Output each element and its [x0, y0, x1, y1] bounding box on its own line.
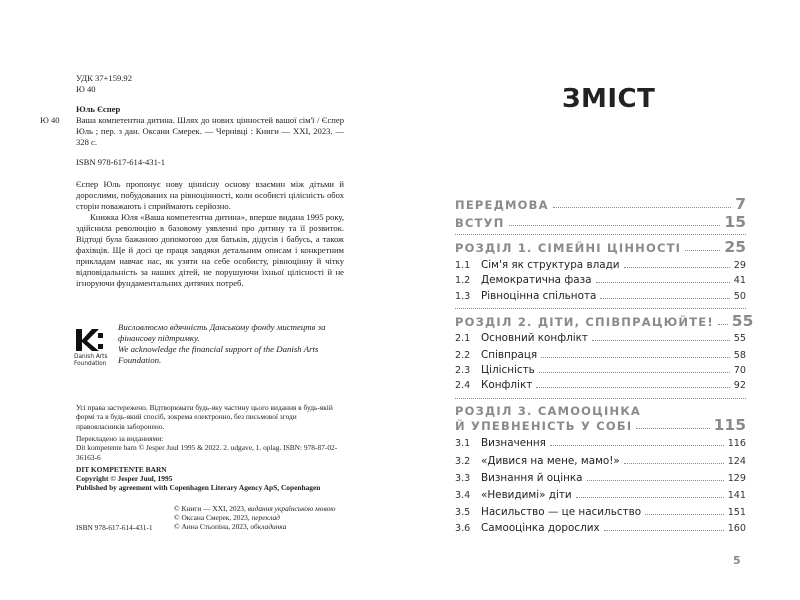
dot-leader — [604, 530, 724, 531]
toc-item-2-4[interactable] — [455, 379, 746, 392]
toc-item-label: Визнання й оцінка — [481, 472, 583, 484]
toc-item-label: Рівноцінна спільнота — [481, 290, 597, 302]
dot-leader — [624, 267, 730, 268]
agency-note: Published by agreement with Copenhagen Literary Agency ApS, Copenhagen — [76, 483, 321, 493]
toc-item-3-2[interactable] — [455, 455, 746, 468]
toc-item-number: 2.3 — [455, 365, 471, 376]
copyright-line-1: © Книги — XXI, 2023, видання українською мовою — [174, 504, 336, 513]
original-title: DIT KOMPETENTE BARN — [76, 465, 167, 474]
toc-item-label: Основний конфлікт — [481, 332, 588, 344]
toc-label-line-1: РОЗДІЛ 3. САМООЦІНКА — [455, 404, 642, 418]
dot-leader — [576, 497, 724, 498]
toc-label: РОЗДІЛ 1. СІМЕЙНІ ЦІННОСТІ — [455, 241, 682, 255]
toc-item-number: 1.3 — [455, 291, 471, 302]
page-title: ЗМІСТ — [562, 84, 656, 114]
toc-page: 115 — [713, 416, 746, 434]
toc-item-page: 92 — [733, 380, 746, 391]
author-heading: Юль Єспер — [76, 104, 121, 114]
toc-label: ВСТУП — [455, 216, 505, 230]
toc-item-page: 70 — [733, 365, 746, 376]
toc-item-2-1[interactable] — [455, 332, 746, 345]
dot-leader — [536, 387, 730, 388]
toc-item-page: 141 — [727, 490, 746, 501]
dot-leader — [587, 480, 724, 481]
translated-from-line-1: Перекладено за виданнями: — [76, 434, 164, 443]
dot-leader — [550, 445, 724, 446]
book-description — [76, 179, 344, 289]
section-divider — [455, 398, 746, 399]
toc-item-page: 50 — [733, 291, 746, 302]
logo-caption-line-2: Foundation — [74, 361, 107, 367]
author-index: Ю 40 — [76, 84, 96, 94]
toc-item-page: 55 — [733, 333, 746, 344]
toc-item-1-1[interactable] — [455, 259, 746, 272]
toc-item-3-3[interactable] — [455, 472, 746, 485]
toc-item-2-2[interactable] — [455, 349, 746, 362]
toc-item-number: 2.4 — [455, 380, 471, 391]
toc-chapter-2[interactable] — [455, 312, 754, 330]
dot-leader — [718, 324, 728, 325]
toc-preface[interactable] — [455, 197, 746, 212]
copyright-line-2: © Оксана Смерек, 2023, переклад — [174, 513, 280, 523]
toc-item-number: 3.5 — [455, 507, 471, 518]
toc-item-label: «Невидимі» діти — [481, 489, 572, 501]
toc-item-label: Самооцінка дорослих — [481, 522, 600, 534]
toc-page: 55 — [731, 312, 754, 330]
toc-item-number: 3.4 — [455, 490, 471, 501]
logo-caption-line-1: Danish Arts — [74, 354, 108, 360]
toc-item-page: 151 — [727, 507, 746, 518]
dot-leader — [624, 463, 724, 464]
copyright-block — [174, 504, 336, 532]
original-copyright: Copyright © Jesper Juul, 1995 — [76, 474, 173, 484]
dot-leader — [539, 372, 730, 373]
toc-item-number: 3.2 — [455, 456, 471, 467]
isbn-bottom: ISBN 978-617-614-431-1 — [76, 523, 153, 532]
toc-page: 7 — [735, 195, 746, 213]
dot-leader — [600, 298, 729, 299]
toc-item-page: 124 — [727, 456, 746, 467]
copyright-line-3: © Анна Стьопіна, 2023, обкладинка — [174, 522, 287, 532]
original-edition — [76, 465, 320, 493]
translated-from-line-2: Dit kompetente barn © Jesper Juul 1995 & 2022. 2. udgave, 1. oplag. ISBN: 978-87-02-36163-6 — [76, 443, 338, 462]
udk-code: УДК 37+159.92 — [76, 73, 133, 83]
section-divider — [455, 308, 746, 309]
toc-item-page: 41 — [733, 275, 746, 286]
toc-item-label: Конфлікт — [481, 379, 533, 391]
dot-leader — [645, 514, 724, 515]
toc-item-number: 3.3 — [455, 473, 471, 484]
dot-leader — [685, 250, 720, 251]
toc-item-label: Демократична фаза — [481, 274, 592, 286]
description-paragraph-1: Єспер Юль пропонує нову ціннісну основу взаємин між дітьми й дорослими, побудованих на рівноцінності, коли особисті цілісність обох сторін поважають і сприймають серйозно. — [76, 179, 344, 211]
translated-from — [76, 434, 346, 462]
toc-page: 25 — [724, 238, 746, 256]
acknowledgement-ua: Висловлюємо вдячність Данському фонду мистецтв за фінансову підтримку. — [118, 322, 326, 343]
section-divider — [455, 234, 746, 235]
rights-reserved: Усі права застережено. Відтворювати будь-яку частину цього видання в будь-якій формі та в будь-який спосіб, зокрема електронно, без письмової згоди правовласників заборонено. — [76, 403, 333, 431]
toc-item-number: 1.1 — [455, 260, 471, 271]
toc-intro[interactable] — [455, 215, 746, 230]
toc-item-label: Сім'я як структура влади — [481, 259, 620, 271]
dot-leader — [592, 340, 730, 341]
bibliographic-record: Ваша компетентна дитина. Шлях до нових цінностей вашої сім'ї / Єспер Юль ; пер. з дан. Оксани Смерек. — Чернівці : Книги — XXI, 2023. — 328 с. — [76, 115, 344, 147]
toc-page: 15 — [724, 213, 746, 231]
acknowledgement-en: We acknowledge the financial support of the Danish Arts Foundation. — [118, 344, 319, 365]
dot-leader — [636, 428, 709, 429]
toc-item-2-3[interactable] — [455, 364, 746, 377]
toc-item-3-1[interactable] — [455, 437, 746, 450]
toc-item-3-6[interactable] — [455, 522, 746, 535]
catalog-code: Ю 40 — [40, 115, 60, 125]
dot-leader — [509, 225, 721, 226]
acknowledgement — [118, 322, 348, 366]
toc-item-number: 3.1 — [455, 438, 471, 449]
toc-item-label: Насильство — це насильство — [481, 506, 642, 518]
toc-item-number: 3.6 — [455, 523, 471, 534]
description-paragraph-2: Книжка Юля «Ваша компетентна дитина», вперше видана 1995 року, здійснила революцію в базовому уявленні про дитину та її розвиток. Відтоді була бажаною допомогою для батьків, дідусів і бабусь, а також фахівців. Ще й досі це праця завдяки детальним описам і конкретним прикладам навчає нас, як узяти на себе особисту, рівноцінну й чітку відповідальність за наших дітей, не порушуючи їхньої цілісності й не ігноруючи фундаментальних дитячих потреб. — [76, 212, 344, 288]
toc-item-1-3[interactable] — [455, 290, 746, 303]
dot-leader — [553, 207, 732, 208]
toc-item-3-4[interactable] — [455, 489, 746, 502]
toc-item-label: «Дивися на мене, мамо!» — [481, 455, 620, 467]
page-number: 5 — [733, 554, 741, 567]
logo-caption — [74, 354, 107, 368]
dot-leader — [541, 357, 730, 358]
isbn-top: ISBN 978-617-614-431-1 — [76, 157, 166, 167]
toc-label: ПЕРЕДМОВА — [455, 198, 549, 212]
toc-item-number: 2.2 — [455, 350, 471, 361]
toc-item-page: 58 — [733, 350, 746, 361]
toc-item-page: 129 — [727, 473, 746, 484]
dot-leader — [596, 282, 730, 283]
toc-item-label: Співпраця — [481, 349, 538, 361]
toc-item-3-5[interactable] — [455, 506, 746, 519]
toc-item-1-2[interactable] — [455, 274, 746, 287]
toc-label: РОЗДІЛ 2. ДІТИ, СПІВПРАЦЮЙТЕ! — [455, 315, 714, 329]
toc-item-number: 1.2 — [455, 275, 471, 286]
toc-chapter-3[interactable] — [455, 404, 746, 433]
toc-chapter-1[interactable] — [455, 240, 746, 255]
toc-label-line-2: Й УПЕВНЕНІСТЬ У СОБІ — [455, 419, 633, 433]
toc-item-label: Визначення — [481, 437, 546, 449]
toc-item-page: 160 — [727, 523, 746, 534]
toc-item-page: 116 — [727, 438, 746, 449]
toc-item-label: Цілісність — [481, 364, 535, 376]
toc-item-page: 29 — [733, 260, 746, 271]
toc-item-number: 2.1 — [455, 333, 471, 344]
